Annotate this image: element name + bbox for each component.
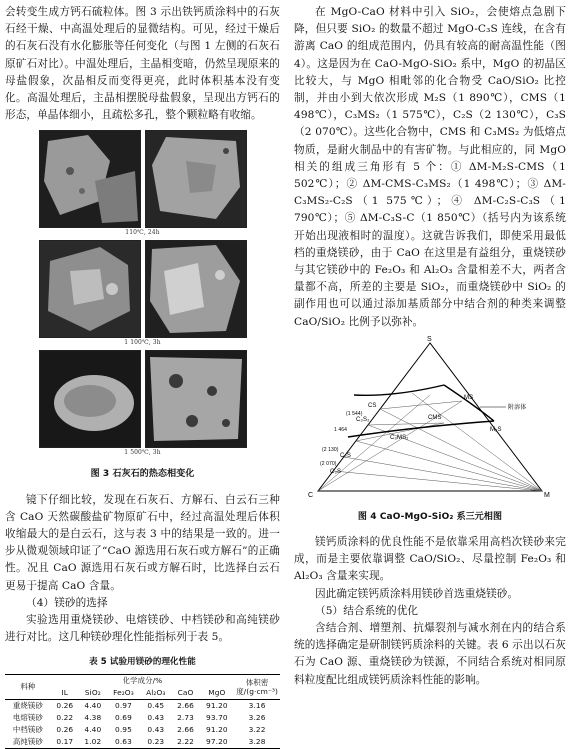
col-al2o3: Al₂O₃ — [146, 687, 166, 697]
micrograph-110c-b — [145, 130, 247, 228]
label-2130: (2 130) — [322, 446, 339, 453]
cell: 0.43 — [147, 712, 165, 722]
micrograph-1100c-a — [39, 240, 141, 338]
corner-label-c: C — [308, 491, 314, 499]
paragraph-binder: 含结合剂、增塑剂、抗爆裂剂与减水剂在内的结合系统的选择确定是研制镁钙质涂料的关键。表 6 示出以石灰石为 CaO 源、重烧镁砂为镁源，不同结合系统对相同原料粒度配比组成镁钙质涂料性能的影响。 — [294, 622, 566, 686]
table-row — [5, 736, 280, 749]
cell: 4.40 — [84, 700, 102, 710]
cell: 4.40 — [84, 724, 102, 734]
cell: 91.20 — [206, 724, 228, 734]
figure-4-title: 图 4 CaO-MgO-SiO₂ 系三元相图 — [357, 511, 503, 522]
col-fe2o3: Fe₂O₃ — [113, 687, 134, 697]
label-ms: MS — [464, 394, 474, 401]
cell: 0.26 — [56, 724, 74, 734]
cell: 0.63 — [115, 736, 132, 746]
label-cs: CS — [368, 402, 377, 409]
paragraph-comparison: 镜下仔细比较，发现在石灰石、方解石、白云石三种含 CaO 天然碳酸盐矿物原矿石中，经过高温处理后体积收缩最大的是白云石，这与表 3 中的结果是一致的。进一步从微观领域印证了“CaO 源选用石灰石或方解石”的正确性。况且 CaO 源选用石灰石或方解石时，比选择白云石更易于提高 CaO 含量。 — [5, 493, 280, 592]
cell: 93.70 — [206, 712, 228, 722]
label-cms: CMS — [428, 414, 442, 421]
label-c3s: C₃S — [330, 468, 342, 475]
label-c3ms2: C₃MS₂ — [390, 434, 409, 441]
right-column — [294, 4, 566, 689]
row-name: 中档镁砂 — [12, 724, 43, 734]
cell: 1.02 — [84, 736, 102, 746]
col-chem-composition: 化学成分/% — [122, 675, 163, 685]
row-name: 电熔镁砂 — [12, 712, 43, 722]
micrograph-1100c-b — [145, 240, 247, 338]
paragraph-performance: 镁钙质涂料的优良性能不是依靠采用高档次镁砂来完成，而是主要依靠调整 CaO/SiO₂、尽量控制 Fe₂O₃ 和 Al₂O₃ 含量来实现。 — [294, 536, 566, 583]
cell: 0.43 — [147, 724, 165, 734]
table-row — [5, 712, 280, 724]
cell: 3.26 — [248, 712, 266, 722]
intro-paragraph: 会转变生成方钙石硫粒体。图 3 示出铁钙质涂料中的石灰石经干燥、中高温处理后的显微结构。可见，经过干燥后的石灰石没有水化膨胀等任何变化（与图 1 左侧的石灰石原矿石对比）。中温处理后，主晶相变暗，仍然呈现原来的母盐假象，次晶相反而变得更亮，此时体积基本没有变化。高温处理后，主晶相摆脱母盐假象，呈现出方钙石的形态，单晶体细小，且疏松多孔，整个颗粒略有收缩。 — [5, 6, 280, 122]
label-c2s: C₂S — [340, 452, 351, 459]
label-1464: 1 464 — [334, 426, 348, 433]
cell: 0.45 — [147, 700, 165, 710]
label-1544: (1 544) — [346, 410, 363, 417]
corner-label-m: M — [544, 491, 550, 499]
micrograph-1500c-b — [145, 350, 247, 448]
cell: 0.17 — [56, 736, 74, 746]
table-5-title: 表 5 试验用镁砂的理化性能 — [89, 657, 196, 668]
cell: 4.38 — [84, 712, 102, 722]
label-m2s: M₂S — [490, 426, 502, 433]
cell: 97.20 — [206, 736, 228, 746]
col-bulk-density: 体积密度/(g·cm⁻³) — [234, 674, 280, 699]
figure-3-title: 图 3 石灰石的热态相变化 — [90, 469, 195, 480]
table-5 — [5, 674, 280, 749]
col-material: 料种 — [5, 674, 51, 699]
cell: 2.73 — [177, 712, 194, 722]
cell: 2.22 — [177, 736, 194, 746]
annotation-solid-solution: 附溶体 — [508, 404, 527, 411]
table-row — [5, 724, 280, 736]
cell: 3.28 — [248, 736, 266, 746]
cell: 2.66 — [177, 724, 194, 734]
caption-110c: 110℃, 24h — [125, 229, 160, 237]
caption-1500c: 1 500℃, 3h — [124, 449, 161, 457]
paragraph-magnesia: 实验选用重烧镁砂、电熔镁砂、中档镁砂和高纯镁砂进行对比。这几种镁砂理化性能指标列于表 5。 — [5, 614, 280, 644]
caption-1100c: 1 100℃, 3h — [124, 339, 161, 347]
paragraph-conclusion: 因此确定镁钙质涂料用镁砂首选重烧镁砂。 — [315, 587, 519, 600]
label-2070: (2 070) — [320, 460, 337, 467]
row-name: 重烧镁砂 — [12, 700, 43, 710]
heading-binder-optimization: （5）结合系统的优化 — [315, 604, 419, 617]
cell: 3.16 — [248, 700, 266, 710]
ternary-phase-diagram — [294, 335, 566, 503]
cell: 0.23 — [147, 736, 165, 746]
row-name: 高纯镁砂 — [12, 736, 43, 746]
figure-4 — [294, 335, 566, 526]
cell: 3.22 — [248, 724, 266, 734]
paragraph-phase-analysis: 在 MgO-CaO 材料中引入 SiO₂，会使熔点急剧下降，但只要 SiO₂ 的数量不超过 MgO-C₃S 连线，在含有游离 CaO 的组成范围内，仍具有较高的耐高温性能（图 4）。这是因为在 CaO-MgO-SiO₂ 系中，MgO 的初晶区比较大，与 MgO 相毗邻的化合物受 CaO/SiO₂ 比控制，并由小到大依次形成 M₂S（1 890℃），CMS（1 498℃），C₃MS₂（1 575℃），C₂S（2 130℃），C₃S（2 070℃）。这些化合物中，CMS 和 C₃MS₂ 为低熔点物质，是耐火制品中的有害矿物。与此相应的，同 MgO 相关的组成三角形有 5 个：① ΔM-M₂S-CMS（1 502℃）；② ΔM-CMS-C₃MS₂（1 498℃）；③ ΔM-C₃MS₂-C₂S（1 575℃）；④ ΔM-C₂S-C₃S（1 790℃）；⑤ ΔM-C₃S-C（1 850℃）（括号内为该系统开始出现液相时的温度）。这就告诉我们，即使采用最低档的重烧镁砂，由于 CaO 在这里是有益组分，重烧镁砂与其它镁砂中的 Fe₂O₃ 和 Al₂O₃ 含量相差不大，两者含量都不高，所差的主要是 SiO₂，而重烧镁砂中 SiO₂ 的副作用也可以通过添加基质部分中结合剂的种类来调整 CaO/SiO₂ 比例予以弥补。 — [294, 6, 566, 328]
micrograph-110c-a — [39, 130, 141, 228]
label-c3s2: C₃S₂ — [356, 416, 370, 423]
cell: 0.69 — [115, 712, 132, 722]
cell: 0.97 — [115, 700, 132, 710]
cell: 0.95 — [115, 724, 132, 734]
table-row — [5, 699, 280, 712]
cell: 0.26 — [56, 700, 74, 710]
micrograph-1500c-a — [39, 350, 141, 448]
col-sio2: SiO₂ — [84, 687, 101, 697]
heading-magnesia-selection: （4）镁砂的选择 — [26, 596, 108, 609]
corner-label-s: S — [427, 335, 432, 343]
figure-3 — [5, 130, 280, 483]
cell: 2.66 — [177, 700, 194, 710]
col-il: IL — [61, 687, 69, 697]
col-mgo: MgO — [208, 687, 226, 697]
left-column — [5, 4, 280, 749]
cell: 0.22 — [56, 712, 74, 722]
cell: 91.20 — [206, 700, 228, 710]
col-cao: CaO — [177, 687, 194, 697]
